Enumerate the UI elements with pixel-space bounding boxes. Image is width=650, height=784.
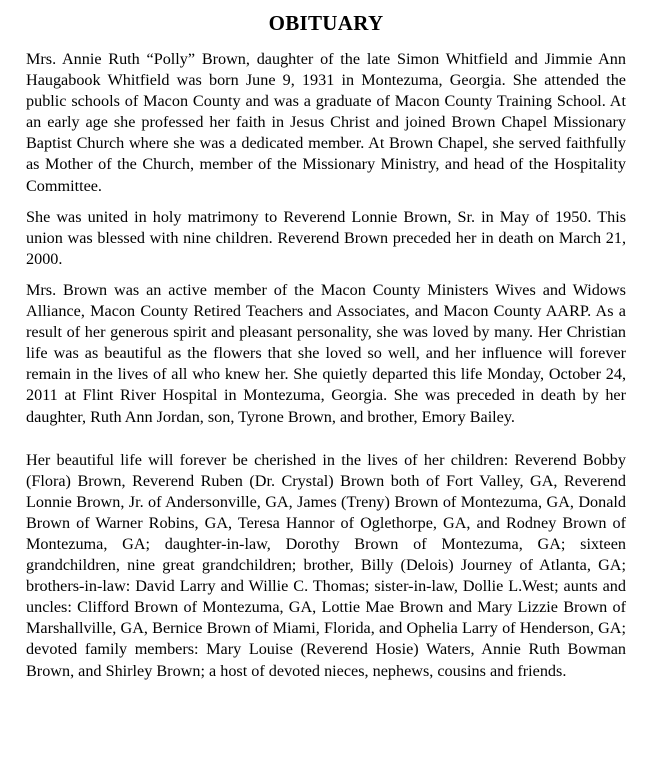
document-title: OBITUARY [268, 11, 384, 35]
paragraph-biography: Mrs. Annie Ruth “Polly” Brown, daughter of the late Simon Whitfield and Jimmie Ann Haugabook Whitfield was born June 9, 1931 in Montezuma, Georgia. She attended the public schools of Macon County and was a graduate of Macon County Training School. At an early age she professed her faith in Jesus Christ and joined Brown Chapel Missionary Baptist Church where she was a dedicated member. At Brown Chapel, she served faithfully as Mother of the Church, member of the Missionary Ministry, and head of the Hospitality Committee. [26, 50, 626, 195]
paragraph-survivors: Her beautiful life will forever be cherished in the lives of her children: Reverend Bobby (Flora) Brown, Reverend Ruben (Dr. Crystal) Brown both of Fort Valley, GA, Reverend Lonnie Brown, Jr. of Andersonville, GA, James (Treny) Brown of Montezuma, GA, Donald Brown of Warner Robins, GA, Teresa Hannor of Oglethorpe, GA, and Rodney Brown of Montezuma, GA; daughter-in-law, Dorothy Brown of Montezuma, GA; sixteen grandchildren, nine great grandchildren; brother, Billy (Delois) Journey of Atlanta, GA; brothers-in-law: David Larry and Willie C. Thomas; sister-in-law, Dollie L.West; aunts and uncles: Clifford Brown of Montezuma, GA, Lottie Mae Brown and Mary Lizzie Brown of Marshallville, GA, Bernice Brown of Miami, Florida, and Ophelia Larry of Henderson, GA; devoted family members: Mary Louise (Reverend Hosie) Waters, Annie Ruth Bowman Brown, and Shirley Brown; a host of devoted nieces, nephews, cousins and friends. [26, 450, 626, 680]
paragraph-memberships: Mrs. Brown was an active member of the Macon County Ministers Wives and Widows Alliance, Macon County Retired Teachers and Associates, and Macon County AARP. As a result of her generous spirit and pleasant personality, she was loved by many. Her Christian life was as beautiful as the flowers that she loved so well, and her influence will forever remain in the lives of all who knew her. She quietly departed this life Monday, October 24, 2011 at Flint River Hospital in Montezuma, Georgia. She was preceded in death by her daughter, Ruth Ann Jordan, son, Tyrone Brown, and brother, Emory Bailey. [26, 280, 626, 426]
paragraph-marriage: She was united in holy matrimony to Reverend Lonnie Brown, Sr. in May of 1950. This union was blessed with nine children. Reverend Brown preceded her in death on March 21, 2000. [26, 207, 626, 268]
